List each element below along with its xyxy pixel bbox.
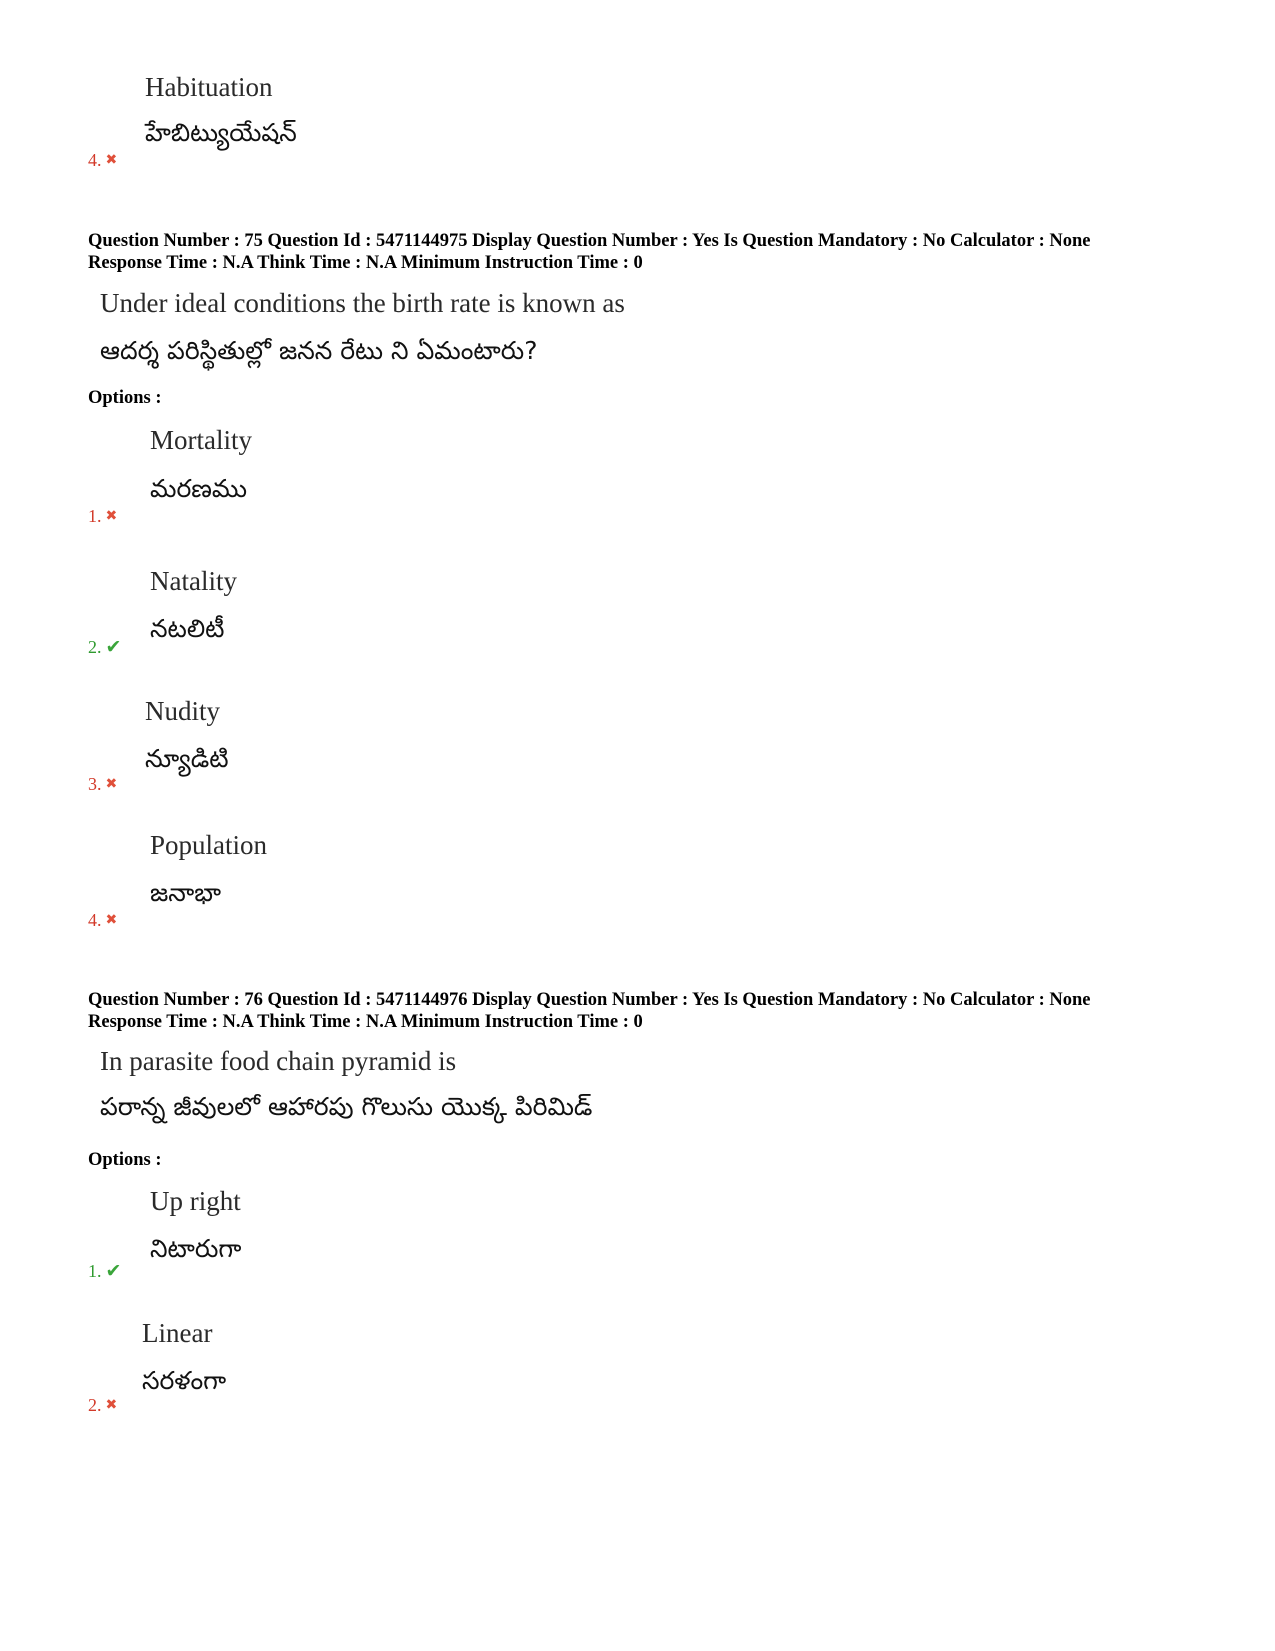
option-english: Mortality [150,425,252,455]
question-meta [88,989,1090,1033]
option-number-text: 2. [88,1395,102,1415]
option-telugu: మరణము [150,474,248,503]
check-icon: ✔ [105,1261,122,1282]
option-number-text: 1. [88,506,102,526]
option-number-1 [88,1260,121,1283]
option-english: Habituation [145,72,273,102]
option-english: Linear [142,1318,213,1348]
cross-icon: ✖ [105,1398,118,1413]
option-telugu: నిటారుగా [150,1234,242,1263]
option-english: Natality [150,566,237,596]
option-english: Up right [150,1186,241,1216]
check-icon: ✔ [105,637,122,658]
question-meta-line1: Question Number : 75 Question Id : 5471144975 Display Question Number : Yes Is Question Mandatory : No Calculator : None [88,231,1091,251]
option-number-text: 4. [88,910,102,930]
option-number-4 [88,910,117,931]
option-number-text: 1. [88,1261,102,1281]
question-meta [88,230,1090,274]
option-number-2 [88,1395,117,1416]
options-label: Options : [88,1150,162,1170]
question-meta-line1: Question Number : 76 Question Id : 5471144976 Display Question Number : Yes Is Question Mandatory : No Calculator : None [88,990,1091,1010]
option-number-1 [88,506,117,527]
option-telugu: సరళంగా [142,1366,227,1395]
option-english: Nudity [145,696,221,726]
option-number-text: 2. [88,637,102,657]
option-number-3 [88,774,117,795]
cross-icon: ✖ [105,153,118,168]
option-number-2 [88,636,121,659]
question-meta-line2: Response Time : N.A Think Time : N.A Minimum Instruction Time : 0 [88,253,643,273]
question-text-telugu: పరాన్న జీవులలో ఆహారపు గొలుసు యొక్క పిరిమిడ్ [100,1092,593,1121]
cross-icon: ✖ [105,913,118,928]
option-telugu: జనాభా [150,878,222,907]
option-number-text: 4. [88,150,102,170]
option-telugu: నటలిటీ [150,614,225,643]
cross-icon: ✖ [105,777,118,792]
option-number-4 [88,150,117,171]
cross-icon: ✖ [105,509,118,524]
question-meta-line2: Response Time : N.A Think Time : N.A Minimum Instruction Time : 0 [88,1012,643,1032]
option-telugu: న్యూడిటి [145,744,229,773]
question-text-english: In parasite food chain pyramid is [100,1046,457,1076]
options-label: Options : [88,388,162,408]
question-text-english: Under ideal conditions the birth rate is known as [100,288,625,318]
option-english: Population [150,830,268,860]
option-number-text: 3. [88,774,102,794]
question-text-telugu: ఆదర్శ పరిస్థితుల్లో జనన రేటు ని ఏమంటారు? [100,336,538,365]
option-telugu: హేబిట్యుయేషన్ [145,118,297,147]
